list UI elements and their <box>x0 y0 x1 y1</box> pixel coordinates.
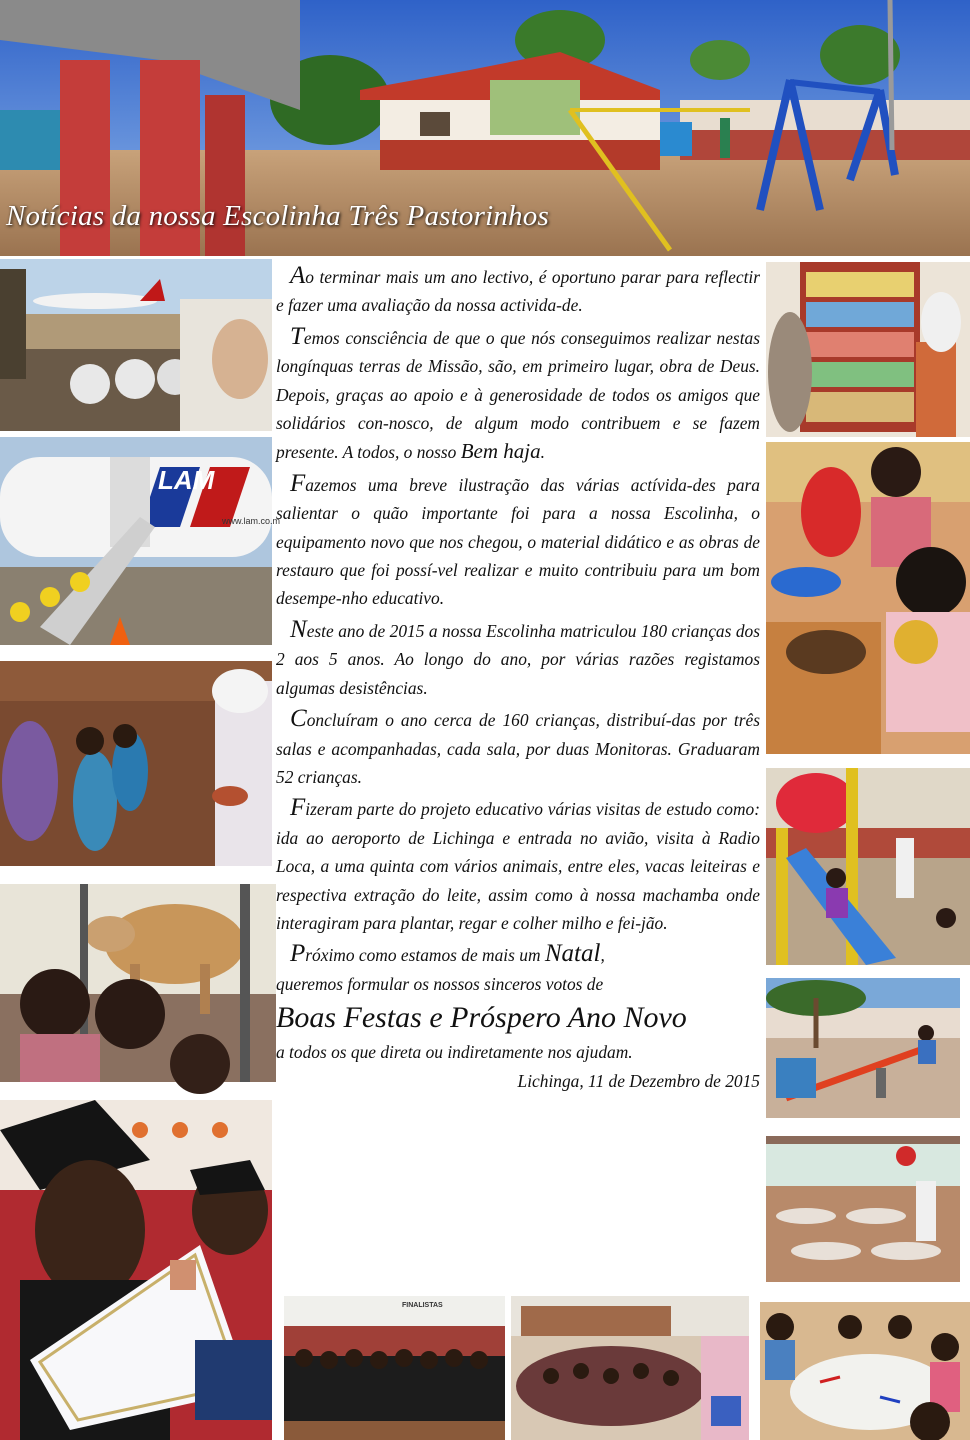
photo-airplane-boarding <box>0 437 281 645</box>
photo-farm-cow <box>0 884 276 1082</box>
paragraph-graduation <box>276 705 760 791</box>
photo-library-shelves <box>766 262 970 437</box>
drop-initial: N <box>290 615 307 643</box>
greeting-line <box>276 998 760 1038</box>
paragraph-text: oncluíram o ano cerca de 160 crianças, distribuí-das por três salas e acompanhadas, cada sala, por duas Monitoras. Graduaram 52 crianças. <box>276 710 760 787</box>
drop-initial: C <box>290 705 307 733</box>
greeting-text: Boas Festas e Próspero Ano Novo <box>276 1001 687 1035</box>
emphasis-text: Bem haja <box>460 439 541 464</box>
paragraph-text: róximo como estamos de mais um <box>305 945 545 966</box>
drop-initial: A <box>290 262 306 289</box>
banner-text: FINALISTAS <box>402 1302 443 1309</box>
drop-initial: F <box>290 794 306 822</box>
paragraph-enrollment <box>276 616 760 702</box>
paragraph-text: emos consciência de que o que nós conseguimos realizar nestas longínquas terras de Missão, são, em primeiro lugar, obra de Deus. Depois, graças ao apoio e à generosidade de todos os amigos que solidários con-nosco, de algum modo contribuem e se fazem presente. A todos, o nosso <box>276 327 760 463</box>
drop-initial: F <box>290 469 306 497</box>
airline-site-text: www.lam.co.m <box>222 516 281 526</box>
paragraph-text: o terminar mais um ano lectivo, é oportuno parar para reflectir e fazer uma avaliação da nossa activida-de. <box>276 267 760 316</box>
photo-seesaw <box>766 978 960 1118</box>
photo-classroom-tables <box>766 1136 960 1282</box>
emphasis-text: Natal <box>544 940 601 968</box>
photo-airport-runway <box>0 259 272 431</box>
article-body <box>276 262 760 1098</box>
photo-slide-playground <box>766 768 970 965</box>
page-title: Notícias da nossa Escolinha Três Pastorinhos <box>6 200 549 232</box>
paragraph-thanks: a todos os que direta ou indiretamente nos ajudam. <box>276 1042 633 1063</box>
signature-line: Lichinga, 11 de Dezembro de 2015 <box>517 1070 760 1091</box>
paragraph-field-trips <box>276 794 760 937</box>
airline-logo-text: LAM <box>158 465 215 495</box>
paragraph-intro <box>276 262 760 320</box>
header-photo <box>0 0 970 256</box>
paragraph-text: azemos uma breve ilustração das várias actívida-des para salientar o quão importante foi para a nossa Escolinha, o equipamento novo que nos chegou, o material didático e as obras de restauro que foi possí-vel realizar e muito contribuiu para um bom desempe-nho educativo. <box>276 474 760 609</box>
drop-initial: T <box>290 322 304 350</box>
photo-graduates-group <box>284 1296 505 1440</box>
drop-initial: P <box>290 940 306 968</box>
paragraph-end: . <box>540 442 545 463</box>
paragraph-christmas <box>276 940 760 969</box>
photo-kids-drawing <box>760 1302 970 1440</box>
photo-field-planting <box>0 661 272 866</box>
paragraph-gratitude <box>276 323 760 467</box>
paragraph-text: este ano de 2015 a nossa Escolinha matriculou 180 crianças dos 2 aos 5 anos. Ao longo do ano, por várias razões registamos algumas desistências. <box>276 620 760 698</box>
paragraph-text: izeram parte do projeto educativo várias visitas de estudo como: ida ao aeroporto de Lichinga e entrada no avião, visita à Radio Loca, a uma quinta com vários animais, entre eles, vacas leiteiras e respectiva extração do leite, assim como à nossa machamba onde interagiram para plantar, regar e colher milho e fei-jão. <box>276 799 760 933</box>
paragraph-activities <box>276 470 760 613</box>
paragraph-wishes: queremos formular os nossos sinceros votos de <box>276 973 604 994</box>
paragraph-end: , <box>600 945 605 966</box>
photo-kids-on-floor <box>511 1296 749 1440</box>
photo-graduate-diploma <box>0 1100 272 1440</box>
photo-kids-kitchen-play <box>766 442 970 754</box>
